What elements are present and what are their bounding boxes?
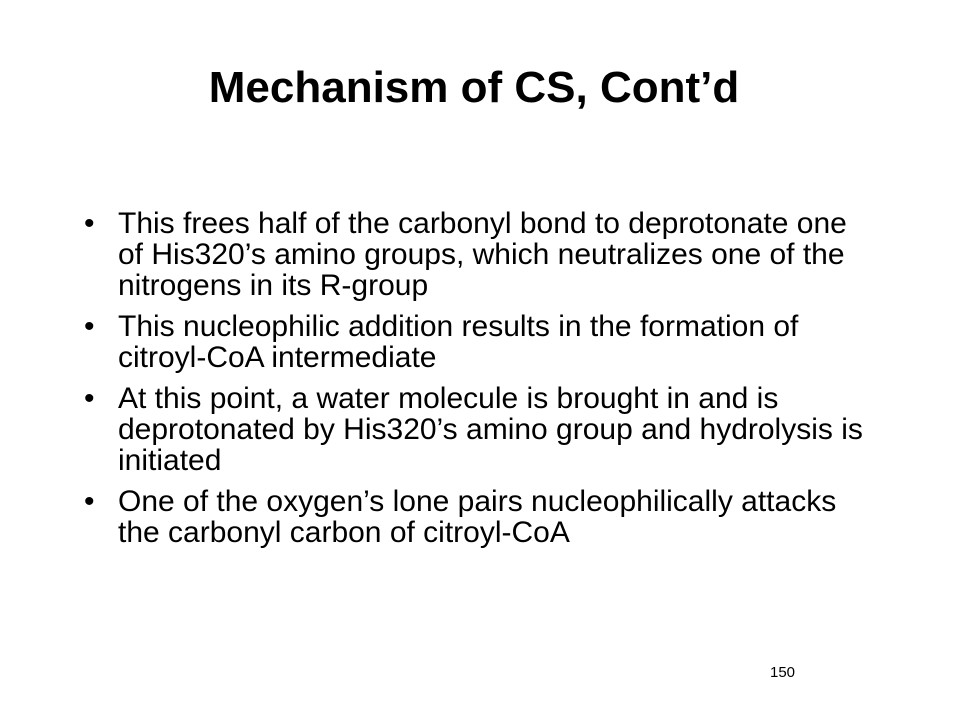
bullet-text: At this point, a water molecule is brought in and is deprotonated by His320’s amino group and hydrolysis is initiated (118, 382, 863, 477)
page-number: 150 (770, 664, 796, 681)
bullet-dot-icon: • (84, 485, 95, 518)
bullet-item (84, 208, 864, 301)
bullet-dot-icon: • (84, 310, 95, 343)
bullet-item (84, 311, 864, 373)
bullet-text: This frees half of the carbonyl bond to deprotonate one of His320’s amino groups, which neutralizes one of the nitrogens in its R-group (118, 207, 847, 302)
slide-title: Mechanism of CS, Cont’d (208, 63, 740, 112)
bullet-list (84, 208, 864, 558)
bullet-dot-icon: • (84, 382, 95, 415)
bullet-dot-icon: • (84, 207, 95, 240)
bullet-text: One of the oxygen’s lone pairs nucleophilically attacks the carbonyl carbon of citroyl-CoA (118, 485, 837, 549)
bullet-item (84, 486, 864, 548)
bullet-text: This nucleophilic addition results in the formation of citroyl-CoA intermediate (118, 310, 799, 374)
bullet-item (84, 383, 864, 476)
